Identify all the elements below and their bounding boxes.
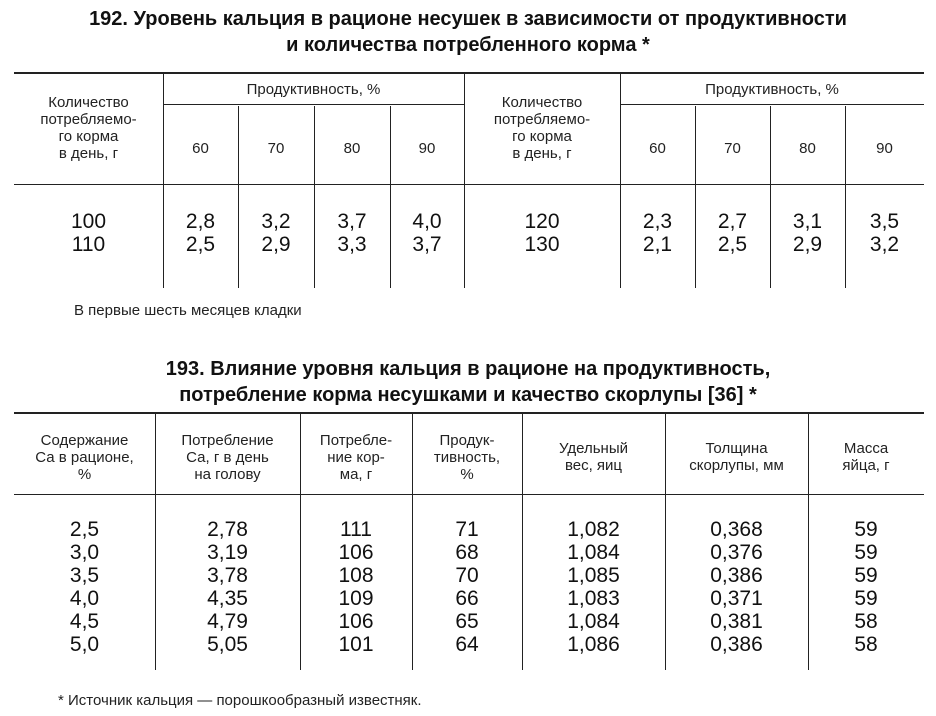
table-192-values-60: 2,8 2,5 [185, 210, 216, 256]
table-192-vrule [770, 106, 771, 288]
table-192-values-60-right: 2,3 2,1 [642, 210, 673, 256]
table-192-values-70: 3,2 2,9 [261, 210, 291, 256]
table-192-vrule [390, 106, 391, 288]
table-193-col-ca-intake: 2,78 3,19 3,78 4,35 4,79 5,05 [207, 518, 248, 656]
table-192-productivity-header: Продуктивность, % [246, 81, 381, 98]
table-193-col-feed-intake: 111 106 108 109 106 101 [338, 518, 374, 656]
table-192-feed-values: 100 110 [70, 210, 107, 256]
table-192-productivity-header-right: Продуктивность, % [705, 81, 839, 98]
table-192-header-rule [14, 184, 924, 185]
table-192-values-80: 3,7 3,3 [337, 210, 367, 256]
table-193-col-shell-thickness: 0,368 0,376 0,386 0,371 0,381 0,386 [710, 518, 763, 656]
table-193-header-ca-intake: Потребление Са, г в день на голову [181, 432, 274, 483]
table-192-top-rule [14, 72, 924, 74]
table-193-header-feed-intake: Потребле- ние кор- ма, г [319, 432, 393, 483]
table-192-col-70: 70 [267, 140, 285, 157]
table-192-vrule [314, 106, 315, 288]
table-193-top-rule [14, 412, 924, 414]
table-192-col-80-right: 80 [799, 140, 816, 157]
table-192-vrule [845, 106, 846, 288]
table-193-title: 193. Влияние уровня кальция в рационе на продуктивность, потребление корма несушками и качество скорлупы [36] * [165, 358, 771, 406]
table-192-feed-header-right: Количество потребляемо- го корма в день, г [493, 94, 591, 162]
table-192-feed-header: Количество потребляемо- го корма в день, г [40, 94, 137, 162]
table-192-sub-rule-right [620, 104, 924, 105]
table-193-header-egg-mass: Масса яйца, г [842, 440, 890, 474]
table-193-col-egg-mass: 59 59 59 59 58 58 [854, 518, 878, 656]
table-193-header-shell-thickness: Толщина скорлупы, мм [689, 440, 784, 474]
table-192-col-60: 60 [192, 140, 209, 157]
table-193-header-ca-content: Содержание Са в рационе, % [35, 432, 134, 483]
table-192-feed-values-right: 120 130 [524, 210, 560, 256]
table-192-values-90-right: 3,5 3,2 [869, 210, 900, 256]
table-193-footnote: * Источник кальция — порошкообразный известняк. [58, 692, 422, 709]
table-192-col-80: 80 [343, 140, 361, 157]
table-192-footnote: В первые шесть месяцев кладки [74, 302, 302, 319]
table-192-col-70-right: 70 [724, 140, 741, 157]
table-192-col-90: 90 [418, 140, 436, 157]
table-192-vrule [238, 106, 239, 288]
table-192-values-70-right: 2,7 2,5 [717, 210, 748, 256]
table-193-col-ca-content: 2,5 3,0 3,5 4,0 4,5 5,0 [69, 518, 100, 656]
table-192-values-80-right: 3,1 2,9 [792, 210, 823, 256]
table-192-title: 192. Уровень кальция в рационе несушек в зависимости от продуктивности и количества потребленного корма * [89, 8, 847, 56]
table-192-col-60-right: 60 [649, 140, 666, 157]
table-193-col-specific-gravity: 1,082 1,084 1,085 1,083 1,084 1,086 [567, 518, 620, 656]
table-192-col-90-right: 90 [876, 140, 893, 157]
table-193-col-productivity: 71 68 70 66 65 64 [455, 518, 479, 656]
table-192-vrule [695, 106, 696, 288]
table-192-values-90: 4,0 3,7 [412, 210, 442, 256]
table-193-header-productivity: Продук- тивность, % [433, 432, 501, 483]
table-192-sub-rule-left [163, 104, 464, 105]
table-193-header-rule [14, 494, 924, 495]
table-193-header-specific-gravity: Удельный вес, яиц [559, 440, 628, 474]
